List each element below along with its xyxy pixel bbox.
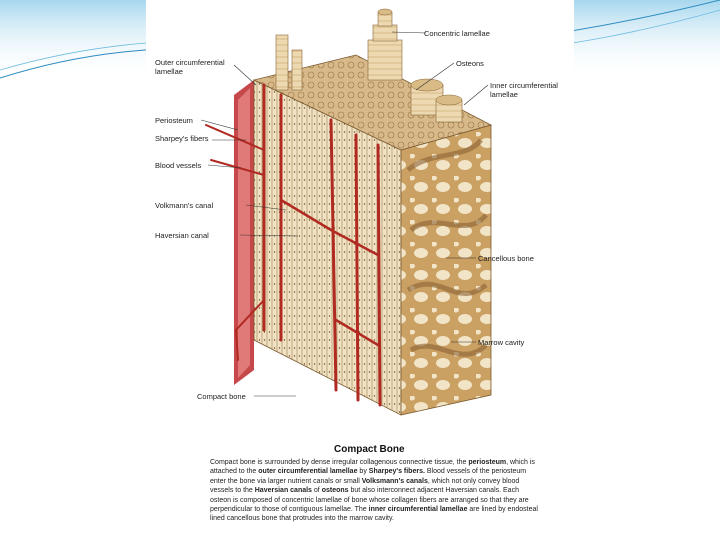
label-compact-bone: Compact bone [197,392,246,401]
label-periosteum: Periosteum [155,116,193,125]
caption-title: Compact Bone [334,444,405,455]
label-osteons: Osteons [456,59,484,68]
label-inner-circumferential-lamellae: Inner circumferential lamellae [490,81,558,99]
label-cancellous-bone: Cancellous bone [478,254,534,263]
label-marrow-cavity: Marrow cavity [478,338,525,347]
label-outer-circumferential-lamellae: Outer circumferential lamellae [155,58,225,76]
cancellous-bone-face [401,125,491,415]
label-sharpeys-fibers: Sharpey's fibers [155,134,209,143]
label-volkmanns-canal: Volkmann's canal [155,201,214,210]
label-concentric-lamellae: Concentric lamellae [424,29,490,38]
caption-body: Compact bone is surrounded by dense irregular collagenous connective tissue, the periosteum, which is attached to the outer circumferential lamellae by Sharpey's fibers. Blood vessels of the periosteum enter the bone via larger nutrient canals or small Volksmann's canals, which not only convey blood vessels to the Haversian canals of osteons but also interconnect adjacent Haversian canals. Each osteon is composed of concentric lamellae of bone whose collagen fibers are arranged so that they are perpendicular to those of contiguous lamellae. The inner circumferential lamellae are lined by endosteal lined cancellous bone that protrudes into the marrow cavity. [210,459,538,523]
label-blood-vessels: Blood vessels [155,161,202,170]
label-haversian-canal: Haversian canal [155,231,209,240]
